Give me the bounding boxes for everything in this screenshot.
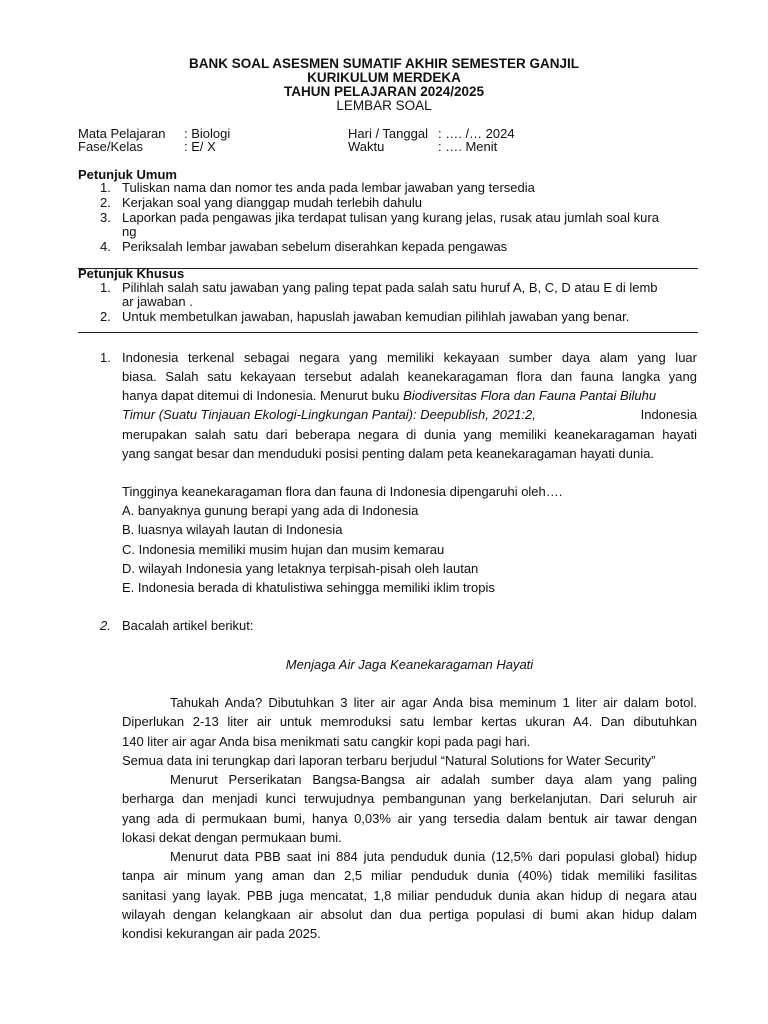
book-title: Biodiversitas Flora dan Fauna Pantai Biluhu xyxy=(403,388,657,403)
list-number: 1. xyxy=(100,280,111,295)
article-line: wilayah dengan kelangkaan air absolut dan dua pertiga populasi di bumi akan hidup dalam xyxy=(122,907,697,922)
question-stem: Tingginya keanekaragaman flora dan fauna di Indonesia dipengaruhi oleh…. xyxy=(122,484,563,499)
article-line: yang ada di permukaan bumi, hanya 0,03% air yang tersedia dalam bentuk air tawar dengan xyxy=(122,811,697,826)
question-text-line: biasa. Salah satu kekayaan tersebut adalah keanekaragaman flora dan fauna langka yang xyxy=(122,369,697,384)
subject-label: Mata Pelajaran xyxy=(78,126,166,141)
question-text-line xyxy=(122,407,697,422)
question-number: 1. xyxy=(100,350,111,365)
book-title-continued: Timur (Suatu Tinjauan Ekologi-Lingkungan Pantai): Deepublish, 2021:2, xyxy=(122,407,536,422)
phase-class-value: : E/ X xyxy=(184,139,216,154)
date-value: : …. /… 2024 xyxy=(438,126,515,141)
list-number: 2. xyxy=(100,195,111,210)
curriculum-title: KURIKULUM MERDEKA xyxy=(307,70,461,85)
list-item: Laporkan pada pengawas jika terdapat tulisan yang kurang jelas, rusak atau jumlah soal kura xyxy=(122,210,659,225)
question-intro: Bacalah artikel berikut: xyxy=(122,618,254,633)
article-line: Menurut Perserikatan Bangsa-Bangsa air adalah sumber daya alam yang paling xyxy=(170,772,697,787)
article-line: kondisi kekurangan air pada 2025. xyxy=(122,926,321,941)
question-text-line: Indonesia terkenal sebagai negara yang memiliki kekayaan sumber daya alam yang luar xyxy=(122,350,697,365)
article-line: lokasi dekat dengan permukaan bumi. xyxy=(122,830,342,845)
answer-option-b: B. luasnya wilayah lautan di Indonesia xyxy=(122,522,343,537)
list-item: Untuk membetulkan jawaban, hapuslah jawaban kemudian pilihlah jawaban yang benar. xyxy=(122,309,630,324)
special-instructions-title: Petunjuk Khusus xyxy=(78,266,185,281)
academic-year: TAHUN PELAJARAN 2024/2025 xyxy=(283,84,485,99)
sheet-label: LEMBAR SOAL xyxy=(336,98,432,113)
answer-option-e: E. Indonesia berada di khatulistiwa sehingga memiliki iklim tropis xyxy=(122,580,495,595)
list-item: Pilihlah salah satu jawaban yang paling tepat pada salah satu huruf A, B, C, D atau E di lemb xyxy=(122,280,658,295)
question-number: 2. xyxy=(100,618,111,633)
answer-option-c: C. Indonesia memiliki musim hujan dan musim kemarau xyxy=(122,542,445,557)
article-line: Menurut data PBB saat ini 884 juta penduduk dunia (12,5% dari populasi global) hidup xyxy=(170,849,697,864)
divider xyxy=(78,332,698,333)
list-item-continued: ar jawaban . xyxy=(122,294,193,309)
time-value: : …. Menit xyxy=(438,139,498,154)
list-number: 4. xyxy=(100,239,111,254)
time-label: Waktu xyxy=(348,139,385,154)
list-number: 2. xyxy=(100,309,111,324)
general-instructions-title: Petunjuk Umum xyxy=(78,167,177,182)
question-text-span: hanya dapat ditemui di Indonesia. Menurut buku xyxy=(122,388,400,403)
article-line: Tahukah Anda? Dibutuhkan 3 liter air agar Anda bisa meminum 1 liter air dalam botol. xyxy=(170,695,697,710)
article-line: Diperlukan 2-13 liter air untuk memroduksi satu lembar kertas ukuran A4. Dan dibutuhkan xyxy=(122,714,697,729)
article-line: sanitasi yang layak. PBB juga mencatat, 1,8 miliar penduduk dunia akan hidup di negara atau xyxy=(122,888,697,903)
list-item: Kerjakan soal yang dianggap mudah terlebih dahulu xyxy=(122,195,422,210)
date-label: Hari / Tanggal xyxy=(348,126,428,141)
answer-option-a: A. banyaknya gunung berapi yang ada di Indonesia xyxy=(122,503,419,518)
question-text-line: merupakan salah satu dari beberapa negara di dunia yang memiliki keanekaragaman hayati xyxy=(122,427,697,442)
list-item: Tuliskan nama dan nomor tes anda pada lembar jawaban yang tersedia xyxy=(122,180,535,195)
article-line: berharga dan menjadi kunci terwujudnya pembangunan yang berkelanjutan. Dari seluruh air xyxy=(122,791,697,806)
article-title: Menjaga Air Jaga Keanekaragaman Hayati xyxy=(285,657,534,672)
answer-option-d: D. wilayah Indonesia yang letaknya terpisah-pisah oleh lautan xyxy=(122,561,479,576)
article-line: Semua data ini terungkap dari laporan terbaru berjudul “Natural Solutions for Water Security” xyxy=(122,753,656,768)
doc-title: BANK SOAL ASESMEN SUMATIF AKHIR SEMESTER GANJIL xyxy=(188,56,580,71)
list-number: 1. xyxy=(100,180,111,195)
list-item: Periksalah lembar jawaban sebelum diserahkan kepada pengawas xyxy=(122,239,508,254)
list-item-continued: ng xyxy=(122,224,137,239)
article-line: 140 liter air agar Anda bisa menikmati satu cangkir kopi pada pagi hari. xyxy=(122,734,531,749)
question-text-line: yang sangat besar dan menduduki posisi penting dalam peta keanekaragaman hayati dunia. xyxy=(122,446,654,461)
article-line: tanpa air minum yang aman dan 2,5 miliar penduduk dunia (40%) tidak memiliki fasilitas xyxy=(122,868,697,883)
phase-class-label: Fase/Kelas xyxy=(78,139,144,154)
question-text-line xyxy=(122,388,697,403)
list-number: 3. xyxy=(100,210,111,225)
question-text-span: Indonesia xyxy=(640,407,697,422)
subject-value: : Biologi xyxy=(184,126,231,141)
